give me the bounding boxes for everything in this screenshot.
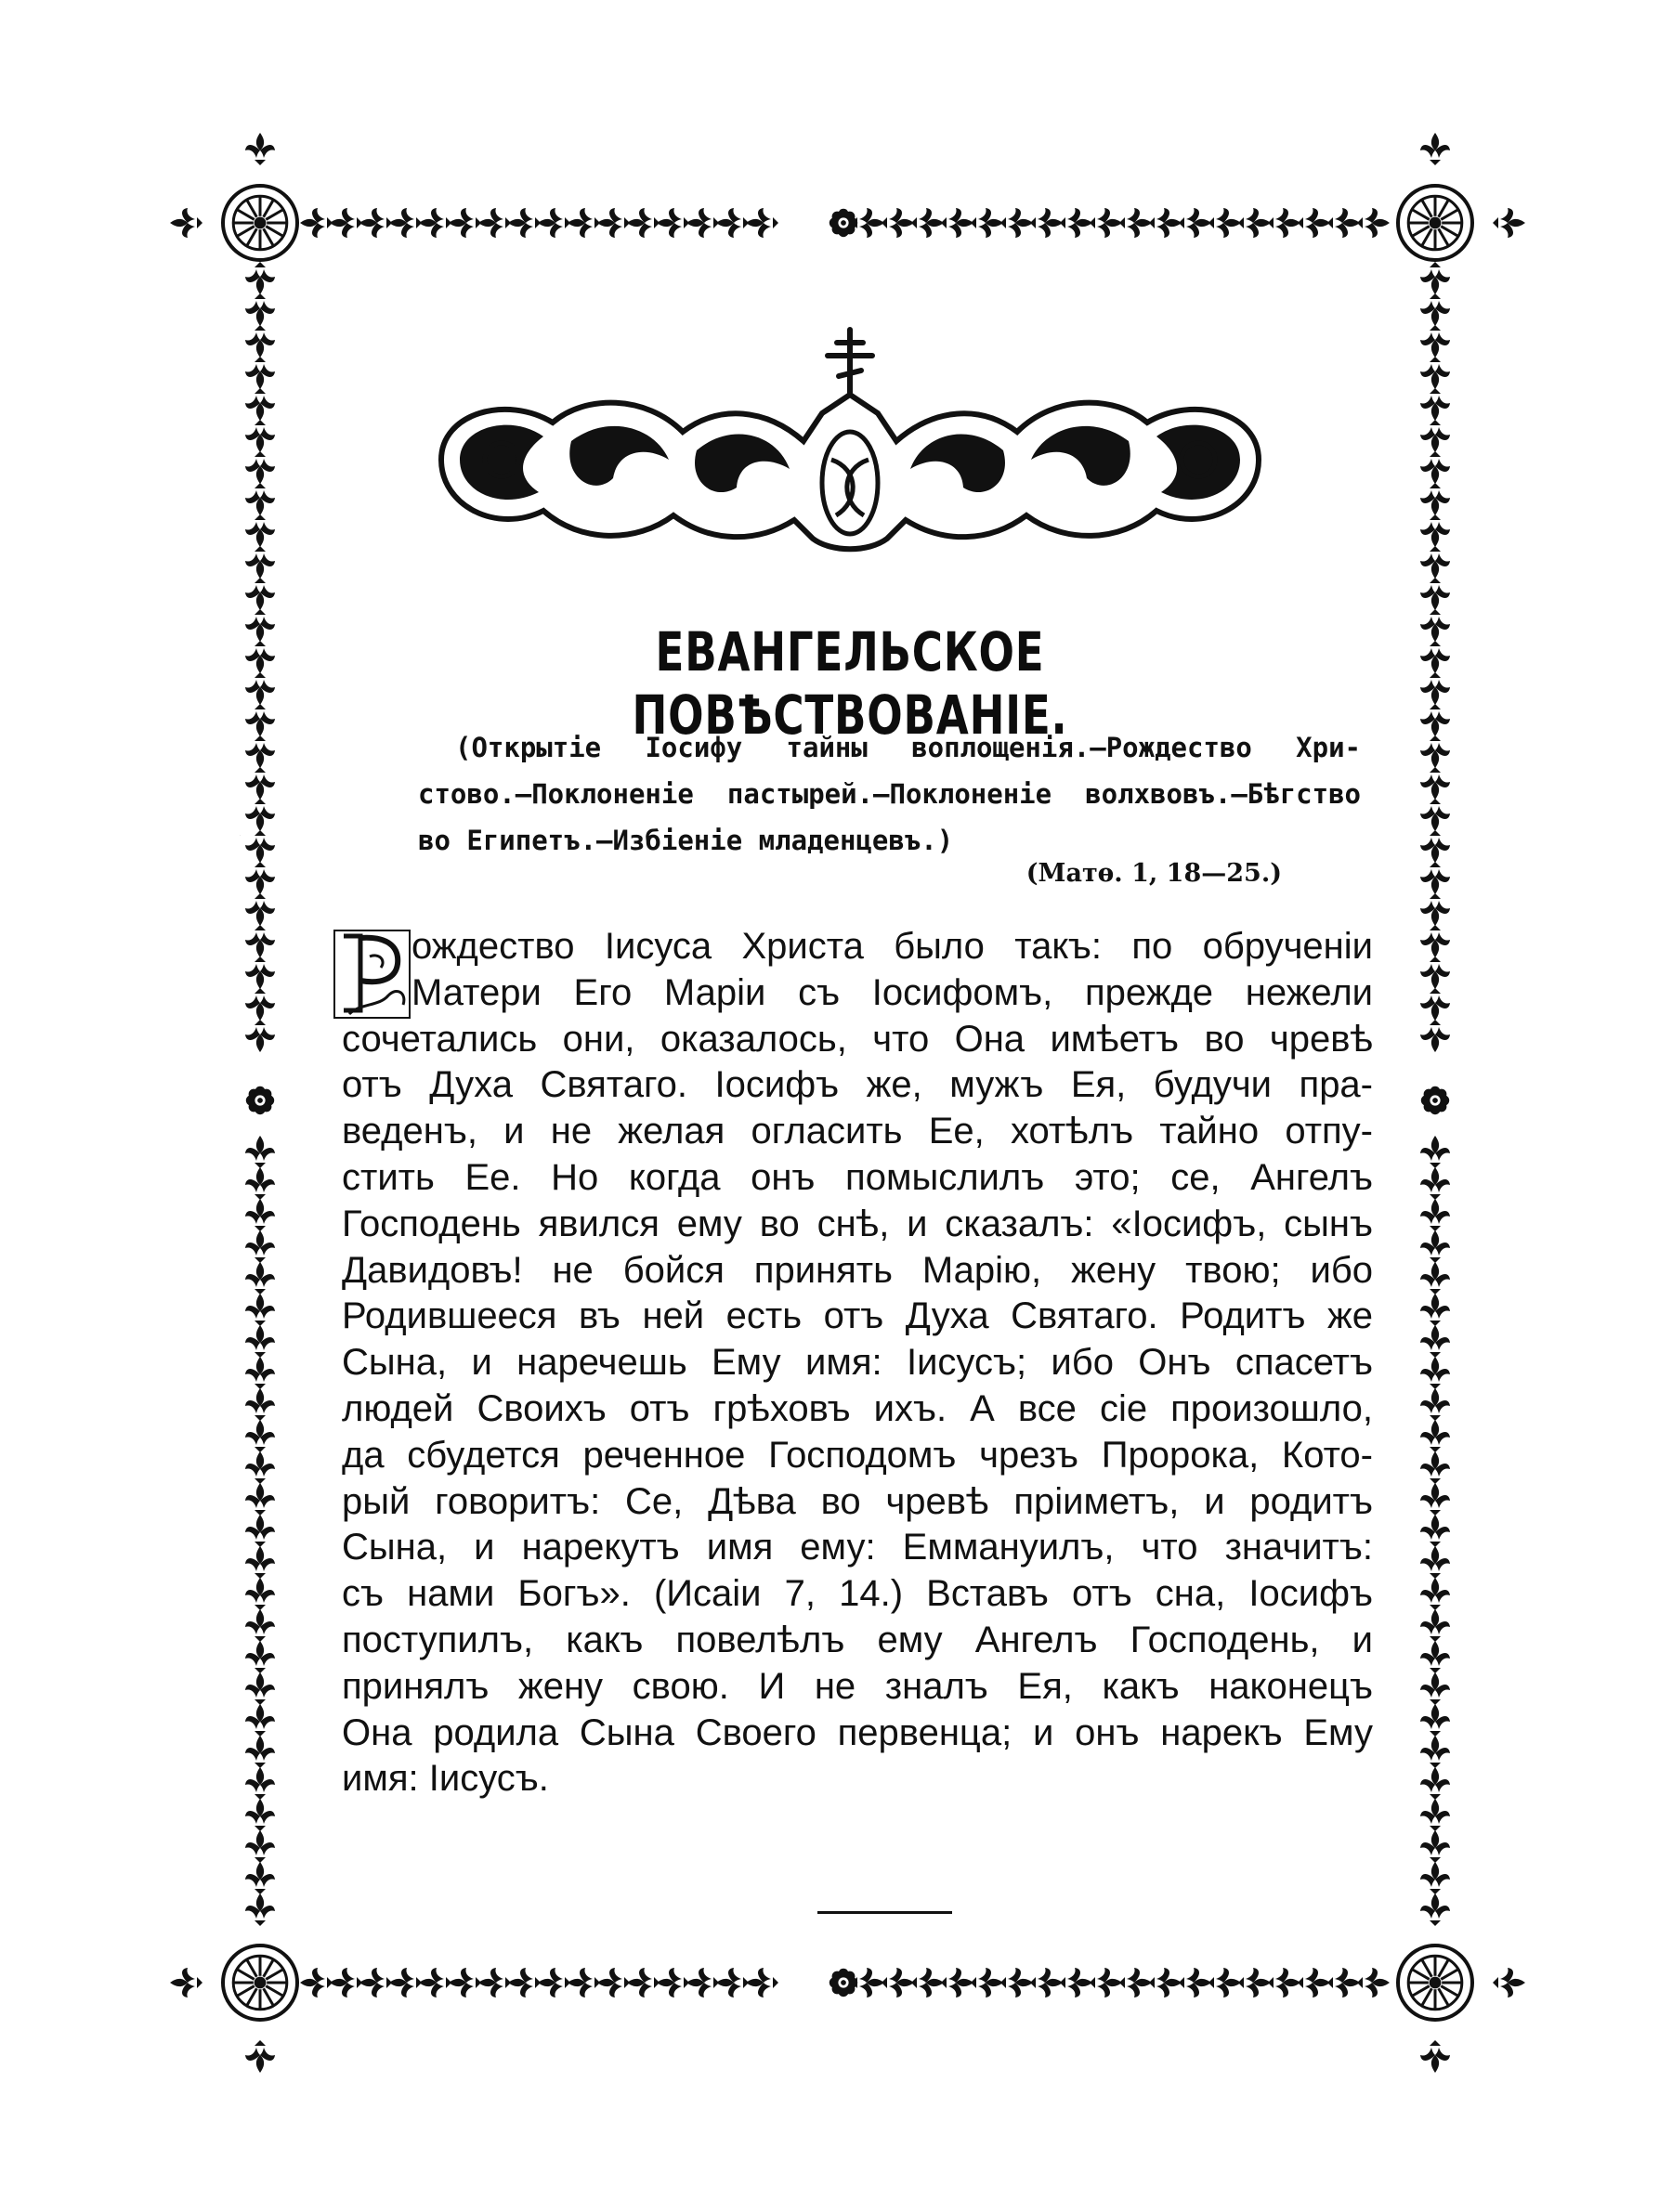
lily-icon [245, 451, 275, 484]
summary-line: во Египетъ.—Избіеніе младенцевъ.) [418, 825, 954, 856]
lily-icon [1030, 1968, 1063, 1997]
lily-icon [245, 1672, 275, 1705]
lily-icon [245, 357, 275, 389]
lily-icon [1090, 1968, 1122, 1997]
lily-icon [1420, 262, 1450, 294]
lily-icon [1420, 704, 1450, 736]
lily-icon [359, 208, 392, 238]
lily-icon [1298, 1968, 1330, 1997]
frame-center-flower-icon [830, 209, 857, 237]
lily-icon [245, 1325, 275, 1358]
lily-icon [1420, 514, 1450, 547]
cross-ornament-icon [423, 320, 1277, 571]
lily-icon [1179, 208, 1211, 238]
lily-icon [1420, 1799, 1450, 1831]
lily-icon [1060, 1968, 1092, 1997]
lily-icon [1420, 1672, 1450, 1705]
lily-icon [1420, 1736, 1450, 1768]
lily-icon [1420, 1230, 1450, 1263]
lily-icon [245, 1893, 275, 1926]
lily-icon [1420, 925, 1450, 957]
lily-icon [1420, 1641, 1450, 1673]
lily-icon [538, 1968, 570, 1997]
lily-icon [245, 1199, 275, 1231]
lily-icon [245, 483, 275, 515]
lily-icon [597, 1968, 630, 1997]
lily-icon [245, 641, 275, 673]
lily-icon [389, 1968, 422, 1997]
lily-icon [627, 1968, 660, 1997]
lily-icon [245, 956, 275, 989]
rosette-icon [1398, 1945, 1472, 2020]
body-line: Сына, и наречешь Ему имя: Іисусъ; ибо Онъ спасетъ [342, 1342, 1373, 1384]
lily-icon [1420, 420, 1450, 452]
lily-icon [657, 208, 689, 238]
lily-icon [1119, 208, 1152, 238]
lily-icon [330, 208, 362, 238]
lily-icon [1420, 735, 1450, 768]
lily-icon [245, 862, 275, 894]
lily-icon [686, 208, 719, 238]
closing-rule [817, 1911, 952, 1914]
lily-icon [1420, 133, 1450, 165]
lily-icon [1420, 988, 1450, 1021]
lily-icon [1493, 1968, 1525, 1997]
body-line: Родившееся въ ней есть отъ Духа Святаго. Родитъ же [342, 1295, 1373, 1337]
lily-icon [245, 1451, 275, 1484]
lily-icon [1420, 483, 1450, 515]
lily-icon [1208, 1968, 1241, 1997]
lily-icon [300, 1968, 333, 1997]
summary-line: стово.—Поклоненіе пастырей.—Поклоненіе волхвовъ.—Бѣгство [418, 778, 1361, 810]
lily-icon [1179, 1968, 1211, 1997]
lily-icon [1208, 208, 1241, 238]
scripture-reference: (Матѳ. 1, 18—25.) [1025, 859, 1282, 888]
rosette-icon [223, 1945, 297, 2020]
lily-icon [508, 208, 541, 238]
lily-icon [478, 1968, 511, 1997]
lily-icon [245, 388, 275, 421]
lily-icon [882, 208, 914, 238]
lily-icon [746, 208, 778, 238]
lily-icon [245, 2040, 275, 2073]
lily-icon [245, 420, 275, 452]
lily-icon [245, 704, 275, 736]
rosette-icon [223, 186, 297, 260]
body-line: ождество Іисуса Христа было такъ: по обрученіи [411, 926, 1373, 967]
lily-icon [1420, 2040, 1450, 2073]
lily-icon [1420, 956, 1450, 989]
lily-icon [1327, 208, 1360, 238]
lily-icon [1420, 1609, 1450, 1642]
lily-icon [1420, 609, 1450, 642]
lily-icon [245, 1230, 275, 1263]
lily-icon [568, 1968, 600, 1997]
lily-icon [1000, 208, 1033, 238]
lily-icon [245, 735, 275, 768]
lily-icon [449, 1968, 481, 1997]
lily-icon [449, 208, 481, 238]
body-line: съ нами Богъ». (Исаіи 7, 14.) Вставъ отъ сна, Іосифъ [342, 1573, 1373, 1615]
body-line: Сына, и нарекутъ имя ему: Еммануилъ, что значитъ: [342, 1527, 1373, 1568]
lily-icon [716, 1968, 749, 1997]
lily-icon [245, 514, 275, 547]
lily-icon [1420, 830, 1450, 863]
lily-icon [1420, 1420, 1450, 1452]
lily-icon [245, 325, 275, 358]
lily-icon [508, 1968, 541, 1997]
gospel-text [342, 924, 1373, 1802]
body-line: отъ Духа Святаго. Іосифъ же, мужъ Ея, будучи пра- [342, 1064, 1373, 1106]
lily-icon [1327, 1968, 1360, 1997]
lily-icon [1420, 1483, 1450, 1516]
body-line: Господень явился ему во снѣ, и сказалъ: «Іосифъ, сынъ [342, 1203, 1373, 1244]
lily-icon [971, 208, 1003, 238]
lily-icon [1420, 1262, 1450, 1295]
lily-icon [911, 208, 944, 238]
lily-icon [627, 208, 660, 238]
body-line: Давидовъ! не бойся принять Марію, жену твою; ибо [342, 1249, 1373, 1291]
lily-icon [245, 1388, 275, 1421]
lily-icon [245, 830, 275, 863]
lily-icon [1420, 1893, 1450, 1926]
lily-icon [245, 988, 275, 1021]
lily-icon [245, 1515, 275, 1547]
lily-icon [245, 1546, 275, 1579]
lily-icon [245, 893, 275, 926]
lily-icon [1149, 1968, 1182, 1997]
lily-icon [300, 208, 333, 238]
lily-icon [1420, 893, 1450, 926]
lily-icon [1420, 325, 1450, 358]
lily-icon [245, 1262, 275, 1295]
lily-icon [1420, 1167, 1450, 1200]
lily-icon [330, 1968, 362, 1997]
lily-icon [941, 1968, 973, 1997]
lily-icon [1238, 1968, 1271, 1997]
lily-icon [538, 208, 570, 238]
lily-icon [245, 767, 275, 800]
lily-icon [1357, 1968, 1390, 1997]
lily-icon [245, 1020, 275, 1052]
lily-icon [1420, 862, 1450, 894]
lily-icon [245, 799, 275, 831]
lily-icon [1060, 208, 1092, 238]
lily-icon [1420, 451, 1450, 484]
chapter-summary [418, 724, 1361, 864]
lily-icon [170, 208, 202, 238]
body-line: сочетались они, оказалось, что Она имѣетъ во чревѣ [342, 1018, 1373, 1060]
lily-icon [1420, 388, 1450, 421]
lily-icon [1030, 208, 1063, 238]
lily-icon [882, 1968, 914, 1997]
lily-icon [1420, 1451, 1450, 1484]
lily-icon [1420, 1830, 1450, 1863]
lily-icon [716, 208, 749, 238]
page-title: ЕВАНГЕЛЬСКОЕ ПОВѢСТВОВАНІЕ. [632, 620, 1068, 747]
lily-icon [245, 133, 275, 165]
body-line: поступилъ, какъ повелѣлъ ему Ангелъ Господень, и [342, 1619, 1373, 1660]
frame-side-flower-icon [1421, 1086, 1449, 1114]
lily-icon [419, 208, 451, 238]
lily-icon [245, 672, 275, 705]
lily-icon [245, 262, 275, 294]
lily-icon [1420, 1199, 1450, 1231]
lily-icon [597, 208, 630, 238]
body-line: Она родила Сына Своего первенца; и онъ нарекъ Ему [342, 1711, 1373, 1753]
lily-icon [1149, 208, 1182, 238]
lily-icon [1420, 1546, 1450, 1579]
frame-side-flower-icon [246, 1086, 274, 1114]
lily-icon [359, 1968, 392, 1997]
lily-icon [1420, 578, 1450, 610]
lily-icon [1268, 1968, 1300, 1997]
lily-icon [245, 546, 275, 579]
lily-icon [1420, 1357, 1450, 1389]
lily-icon [245, 1136, 275, 1168]
lily-icon [1268, 208, 1300, 238]
lily-icon [1238, 208, 1271, 238]
frame-center-flower-icon [830, 1969, 857, 1997]
lily-icon [245, 1578, 275, 1610]
lily-icon [245, 1294, 275, 1326]
rosette-icon [1398, 186, 1472, 260]
lily-icon [686, 1968, 719, 1997]
lily-icon [1420, 357, 1450, 389]
lily-icon [971, 1968, 1003, 1997]
lily-icon [1493, 208, 1525, 238]
lily-icon [245, 1799, 275, 1831]
body-line: людей Своихъ отъ грѣховъ ихъ. А все сіе произошло, [342, 1387, 1373, 1429]
lily-icon [1420, 1515, 1450, 1547]
lily-icon [1420, 546, 1450, 579]
lily-icon [478, 208, 511, 238]
lily-icon [245, 925, 275, 957]
body-line: да сбудется реченное Господомъ чрезъ Пророка, Кото- [342, 1434, 1373, 1476]
lily-icon [245, 1609, 275, 1642]
body-line: рый говоритъ: Се, Дѣва во чревѣ пріиметъ, и родитъ [342, 1480, 1373, 1522]
lily-icon [1420, 1136, 1450, 1168]
lily-icon [245, 1862, 275, 1894]
lily-icon [245, 1357, 275, 1389]
lily-icon [245, 1641, 275, 1673]
lily-icon [1090, 208, 1122, 238]
lily-icon [1420, 1767, 1450, 1800]
lily-icon [1357, 208, 1390, 238]
lily-icon [1420, 1020, 1450, 1052]
lily-icon [1420, 641, 1450, 673]
lily-icon [1420, 1294, 1450, 1326]
lily-icon [568, 208, 600, 238]
lily-icon [245, 1736, 275, 1768]
body-line: веденъ, и не желая огласить Ее, хотѣлъ тайно отпу- [342, 1111, 1373, 1152]
lily-icon [1420, 767, 1450, 800]
body-line: Матери Его Маріи съ Іосифомъ, прежде нежели [411, 971, 1373, 1013]
body-line: имя: Іисусъ. [342, 1758, 549, 1800]
lily-icon [170, 1968, 202, 1997]
lily-icon [1420, 672, 1450, 705]
lily-icon [245, 1704, 275, 1737]
lily-icon [245, 1483, 275, 1516]
lily-icon [245, 609, 275, 642]
lily-icon [389, 208, 422, 238]
lily-icon [1298, 208, 1330, 238]
lily-icon [1420, 1862, 1450, 1894]
lily-icon [941, 208, 973, 238]
lily-icon [1000, 1968, 1033, 1997]
lily-icon [1119, 1968, 1152, 1997]
body-line: стить Ее. Но когда онъ помыслилъ это; се, Ангелъ [342, 1156, 1373, 1198]
summary-line: (Открытіе Іосифу тайны воплощенія.—Рождество Хри- [455, 732, 1361, 763]
lily-icon [1420, 293, 1450, 326]
lily-icon [1420, 1704, 1450, 1737]
lily-icon [245, 293, 275, 326]
lily-icon [245, 1420, 275, 1452]
dropcap-letter-text: Р [240, 836, 241, 837]
body-line: принялъ жену свою. И не зналъ Ея, какъ наконецъ [342, 1665, 1373, 1707]
lily-icon [1420, 1388, 1450, 1421]
lily-icon [245, 1830, 275, 1863]
lily-icon [1420, 1325, 1450, 1358]
lily-icon [245, 578, 275, 610]
lily-icon [911, 1968, 944, 1997]
lily-icon [245, 1167, 275, 1200]
lily-icon [1420, 799, 1450, 831]
lily-icon [245, 1767, 275, 1800]
lily-icon [657, 1968, 689, 1997]
lily-icon [746, 1968, 778, 1997]
lily-icon [1420, 1578, 1450, 1610]
lily-icon [419, 1968, 451, 1997]
